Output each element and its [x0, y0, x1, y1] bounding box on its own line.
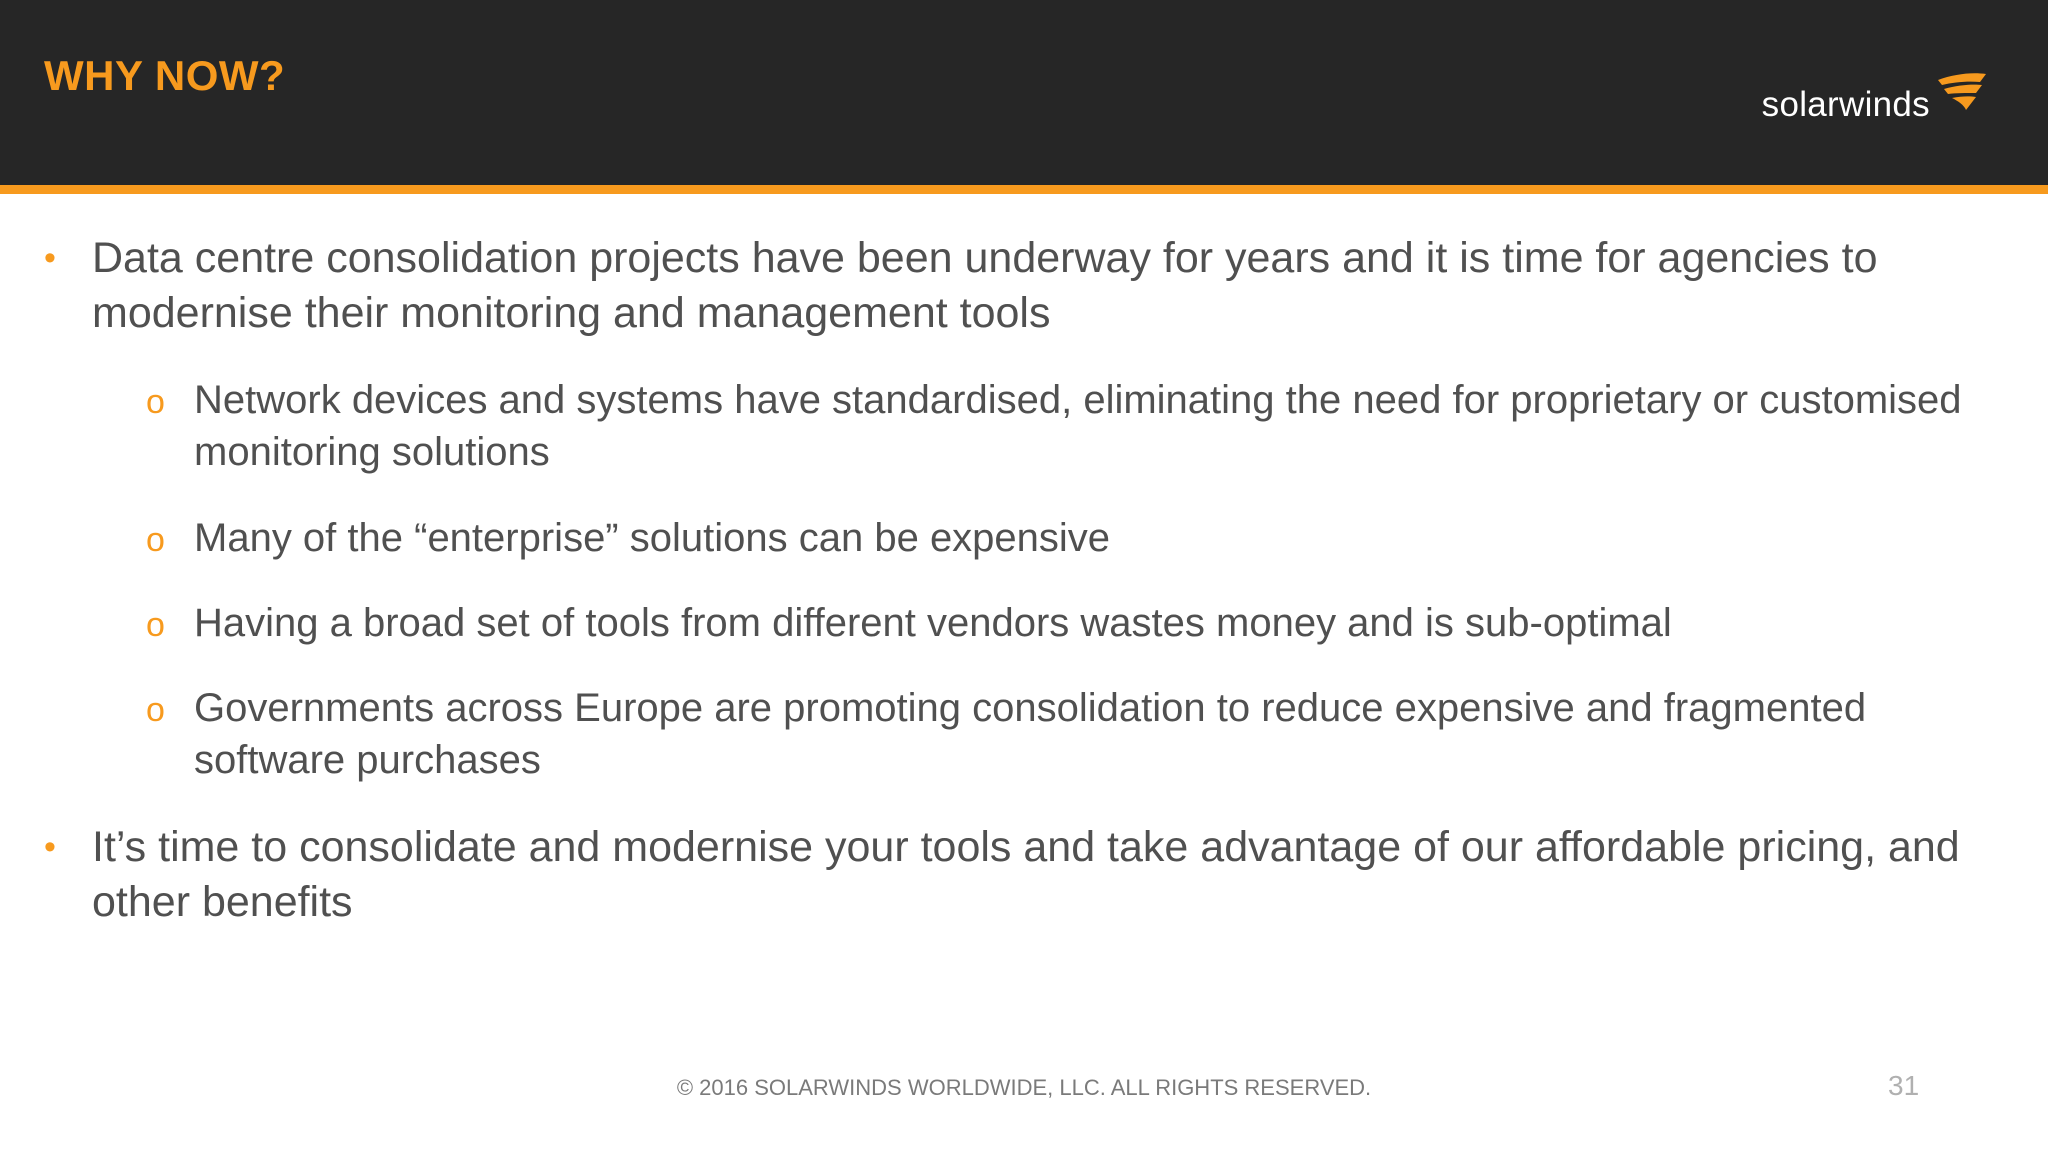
bullet-marker: •: [44, 828, 56, 866]
sub-bullet-item: [146, 597, 1994, 649]
solarwinds-logo: [1762, 58, 1988, 128]
slide-header: [0, 0, 2048, 185]
bullet-marker: •: [44, 239, 56, 277]
sub-bullet-marker: o: [146, 383, 165, 421]
slide-title: WHY NOW?: [44, 52, 286, 99]
sub-bullet-text: Having a broad set of tools from different vendors wastes money and is sub-optimal: [194, 601, 1672, 645]
sub-bullet-item: [146, 682, 2004, 786]
bullet-text: It’s time to consolidate and modernise your tools and take advantage of our affordable pricing, and other benefits: [92, 823, 1960, 926]
sub-bullet-text: Network devices and systems have standardised, eliminating the need for proprietary or customised monitoring solutions: [194, 378, 1962, 474]
solarwinds-flame-icon: [1932, 70, 1988, 122]
sub-bullet-text: Governments across Europe are promoting consolidation to reduce expensive and fragmented software purchases: [194, 686, 1867, 782]
bullet-item: [44, 820, 1992, 930]
sub-bullet-marker: o: [146, 521, 165, 559]
sub-bullet-marker: o: [146, 691, 165, 729]
bullet-text: Data centre consolidation projects have been underway for years and it is time for agencies to modernise their monitoring and management tools: [92, 234, 1878, 337]
sub-bullet-item: [146, 374, 1994, 478]
sub-bullet-marker: o: [146, 606, 165, 644]
bullet-item: [44, 231, 1992, 341]
sub-bullet-text: Many of the “enterprise” solutions can be expensive: [194, 516, 1111, 560]
header-accent-bar: [0, 185, 2048, 194]
footer-copyright: © 2016 SOLARWINDS WORLDWIDE, LLC. ALL RIGHTS RESERVED.: [676, 1075, 1372, 1100]
logo-text: solarwinds: [1761, 85, 1930, 124]
sub-bullet-item: [146, 512, 1994, 564]
page-number: 31: [1888, 1070, 1920, 1101]
